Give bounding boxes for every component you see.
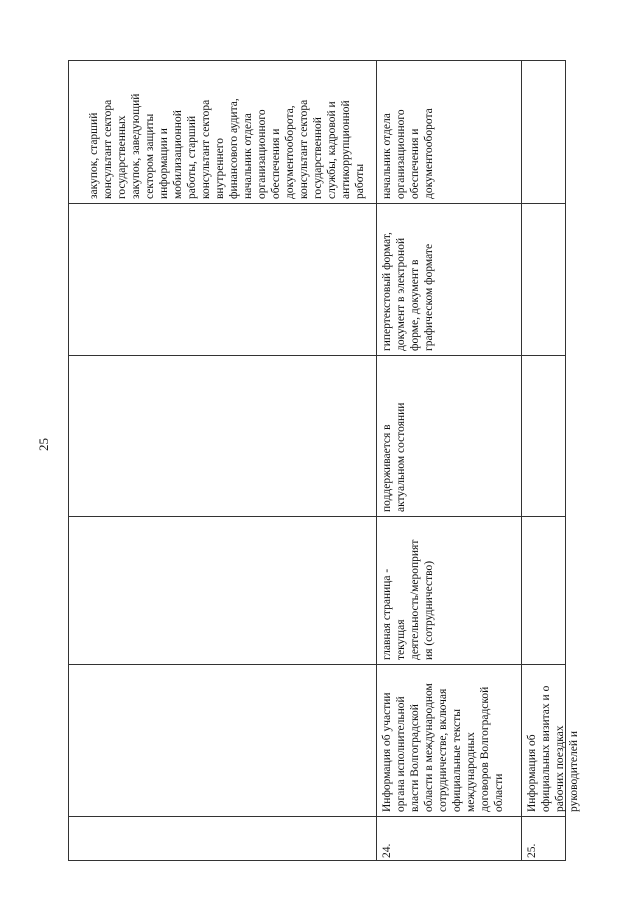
name-cell: Информация об участии органа исполнительной власти Волгоградской области в международном сотрудничестве, включая официальные тексты международных договоров Волгоградской области: [381, 683, 505, 812]
column-divider: [69, 816, 565, 817]
column-divider: [69, 516, 565, 517]
format-cell: гипертекстовый формат, документ в электроной форме, документ в графическом формате: [381, 232, 435, 351]
section-cell: [525, 520, 563, 660]
data-table: [68, 60, 580, 861]
number-cell: 25.: [526, 843, 538, 858]
responsible-cell: начальник отдела организационного обеспечения и документооборота: [381, 108, 435, 199]
column-divider: [69, 203, 565, 204]
row-divider: [376, 61, 377, 860]
format-cell: [73, 207, 373, 351]
frequency-cell: [525, 359, 563, 512]
format-cell: [525, 207, 563, 351]
name-cell: [73, 668, 373, 812]
frequency-cell: поддерживается в актуальном состоянии: [381, 402, 407, 512]
responsible-cell: [525, 65, 563, 199]
column-divider: [69, 664, 565, 665]
table-row: [73, 65, 373, 199]
name-cell: Информация об официальных визитах и о рабочих поездках руководителей и: [526, 685, 580, 812]
section-cell: главная страница - текущая деятельность/мероприят ия (сотрудничество): [381, 539, 435, 660]
responsible-cell: закупок, старший консультант сектора государственных закупок, заведующий сектором защиты информации и мобилизационной работы, старший консультант сектора внутреннего финансового аудита, начальник отдела организационного обеспечения и документооборота, консультант сектора государственной службы, кадровой и антикоррупционной работы: [88, 93, 366, 199]
frequency-cell: [73, 359, 373, 512]
column-divider: [69, 355, 565, 356]
number-cell: [73, 820, 373, 858]
page-number: 25: [36, 438, 51, 452]
section-cell: [73, 520, 373, 660]
row-divider: [521, 61, 522, 860]
number-cell: 24.: [381, 843, 393, 858]
